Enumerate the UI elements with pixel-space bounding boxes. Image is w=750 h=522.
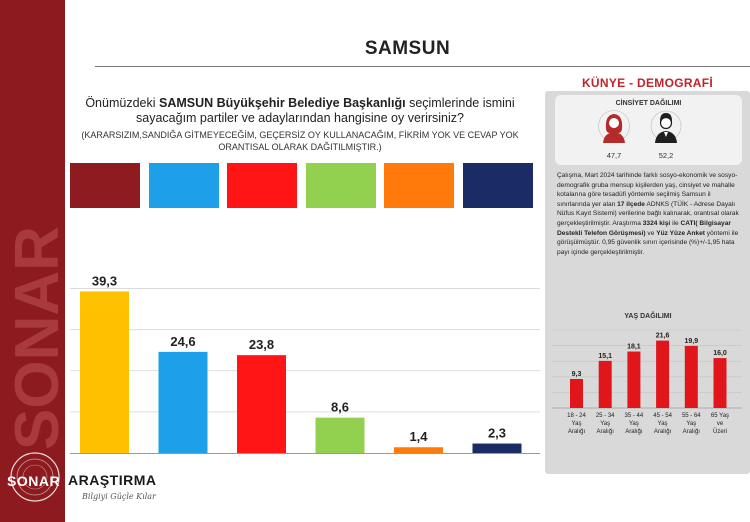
age-category-label: 65 Yaş <box>710 413 730 419</box>
party-block-2 <box>149 163 219 208</box>
party-block-3 <box>227 163 297 208</box>
man-icon <box>651 110 681 144</box>
age-category-label: Aralığı <box>682 429 700 435</box>
age-category-label: Yaş <box>686 421 697 427</box>
female-share: 47,7 <box>606 151 622 160</box>
method-highlight: 17 ilçede <box>617 200 645 208</box>
vote-value-label: 8,6 <box>330 399 350 415</box>
age-value-label: 18,1 <box>627 343 641 351</box>
party-block-5 <box>384 163 454 208</box>
party-block-4 <box>306 163 376 208</box>
age-category-label: 25 - 34 <box>595 413 615 419</box>
brand-slogan: Bilgiyi Güçle Kılar <box>82 492 156 501</box>
age-bar <box>599 361 612 408</box>
method-highlight: 3324 kişi <box>642 219 671 227</box>
age-bar-chart <box>552 322 742 472</box>
panel-title: KÜNYE - DEMOGRAFİ <box>581 76 714 90</box>
vote-value-label: 24,6 <box>170 333 196 349</box>
vote-value-label: 1,4 <box>409 429 428 445</box>
chart-baseline <box>70 453 540 454</box>
watermark-text: SONAR <box>3 226 72 450</box>
party-block-1 <box>70 163 140 208</box>
method-run: ile <box>670 219 681 227</box>
age-category-label: Aralığı <box>653 429 672 435</box>
vote-bar-chart <box>70 268 540 453</box>
vote-value-label: 23,8 <box>248 337 275 353</box>
question-emphasis: SAMSUN Büyükşehir Belediye Başkanlığı <box>158 96 406 110</box>
method-run: Çalışma, Mart 2024 tarihinde farklı sosyo-ekonomik ve sosyo-demografik gruba mensup kişilerden yaş, cinsiyet ve mahalle kotalarına göre tesadüfi yöntemle seçilmiş Samsun il sınırlarında yer alan <box>557 172 738 208</box>
age-value-label: 16,0 <box>713 350 727 358</box>
question-text <box>70 96 530 126</box>
method-run: ADNKS (TÜİK - Adrese Dayalı Nüfus Kayıt Sistemi) verilerine bağlı kalınarak, orantısal olarak gerçekleştirilmiştir. Araştırma <box>557 200 739 227</box>
age-category-label: 35 - 44 <box>624 413 644 419</box>
male-share: 52,2 <box>658 151 674 160</box>
age-bar <box>570 379 583 408</box>
title-divider <box>95 66 750 67</box>
age-category-label: Aralığı <box>625 429 643 435</box>
brand-suffix: ARAŞTIRMA <box>68 472 157 488</box>
vote-bar <box>473 444 522 453</box>
age-category-label: ve <box>716 421 724 427</box>
age-category-label: 55 - 64 <box>681 413 701 419</box>
question-suffix: seçimlerinde ismini sayacağım partiler ve adaylarından hangisine oy verirsiniz? <box>136 96 515 125</box>
sidebar-band <box>0 0 72 522</box>
brand-name: SONAR <box>7 473 61 489</box>
vote-bar <box>159 352 208 453</box>
age-category-label: Yaş <box>571 421 582 427</box>
age-category-label: Yaş <box>657 421 668 427</box>
age-bar <box>627 352 640 408</box>
age-value-label: 15,1 <box>598 352 613 360</box>
question-prefix: Önümüzdeki <box>85 96 159 110</box>
method-run: yöntemi ile görüşülmüştür. 0,95 güvenlik sınırı içerisinde (%)+/-1,95 hata payı içinde gerçekleştirilmiştir. <box>557 229 739 256</box>
vote-bar <box>237 355 286 453</box>
vote-value-label: 39,3 <box>91 273 118 289</box>
woman-icon <box>598 110 630 144</box>
age-category-label: 18 - 24 <box>567 413 586 419</box>
method-highlight: Yüz Yüze Anket <box>656 229 705 237</box>
age-category-label: Aralığı <box>567 429 586 435</box>
methodology-text <box>557 171 742 257</box>
age-value-label: 21,6 <box>655 332 670 340</box>
age-category-label: Yaş <box>628 421 639 427</box>
method-run: ve <box>645 229 657 237</box>
age-category-label: 45 - 54 <box>653 413 672 419</box>
age-value-label: 19,9 <box>684 337 699 345</box>
age-chart-title: YAŞ DAĞILIMI <box>624 313 672 320</box>
age-value-label: 9,3 <box>571 370 582 378</box>
age-bar <box>656 341 669 408</box>
age-bar <box>714 358 727 408</box>
age-category-label: Yaş <box>600 421 611 427</box>
sidebar-watermark <box>3 40 72 460</box>
age-bar <box>685 346 698 408</box>
age-category-label: Aralığı <box>596 429 614 435</box>
gender-title: CİNSİYET DAĞILIMI <box>615 100 682 107</box>
party-block-6 <box>463 163 533 208</box>
age-category-label: Üzeri <box>712 429 728 435</box>
page-title: SAMSUN <box>364 38 451 59</box>
question-note: (KARARSIZIM,SANDIĞA GİTMEYECEĞİM, GEÇERSİZ OY KULLANACAĞIM, FİKRİM YOK VE CEVAP YOK ORANTISAL OLARAK DAĞITILMIŞTIR.) <box>81 130 519 152</box>
vote-bar <box>80 291 129 453</box>
vote-bar <box>316 418 365 453</box>
method-highlight: CATI( Bilgisayar Destekli Telefon Görüşmesi) <box>557 219 731 237</box>
vote-value-label: 2,3 <box>487 425 507 441</box>
survey-question <box>70 96 530 153</box>
